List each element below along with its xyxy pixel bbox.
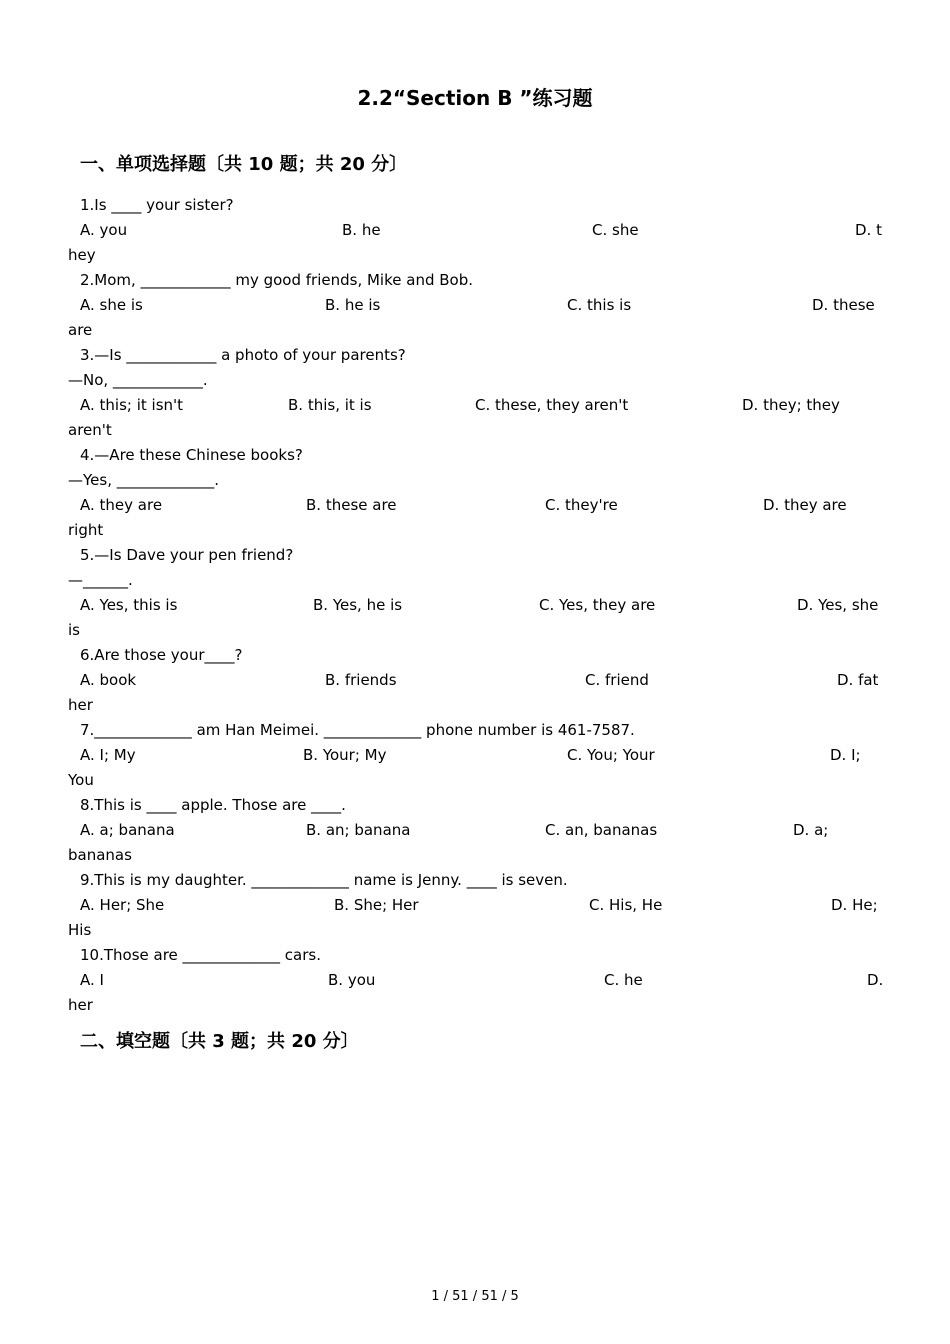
option-c: C. You; Your bbox=[567, 746, 655, 764]
option-wrap-text: His bbox=[68, 921, 92, 939]
question-text: 2.Mom, ____________ my good friends, Mike and Bob. bbox=[80, 271, 473, 289]
option-a: A. I; My bbox=[80, 746, 136, 764]
option-d: D. fat bbox=[837, 671, 879, 689]
options-row bbox=[68, 293, 882, 318]
option-d: D. t bbox=[855, 221, 882, 239]
option-a: A. book bbox=[80, 671, 137, 689]
question-10 bbox=[68, 943, 882, 1018]
option-wrap-text: are bbox=[68, 321, 93, 339]
question-text-line2: —______. bbox=[68, 571, 133, 589]
option-a: A. Her; She bbox=[80, 896, 165, 914]
option-c: C. His, He bbox=[589, 896, 663, 914]
question-text: 1.Is ____ your sister? bbox=[80, 196, 234, 214]
question-3 bbox=[68, 343, 882, 443]
option-d: D. He; bbox=[831, 896, 878, 914]
question-text: 3.—Is ____________ a photo of your parents? bbox=[80, 346, 406, 364]
option-c: C. she bbox=[592, 221, 639, 239]
question-5 bbox=[68, 543, 882, 643]
options-row bbox=[68, 968, 882, 993]
options-row bbox=[68, 893, 882, 918]
option-wrap-text: bananas bbox=[68, 846, 132, 864]
question-text: 7._____________ am Han Meimei. _____________ phone number is 461-7587. bbox=[80, 721, 635, 739]
option-wrap-text: is bbox=[68, 621, 80, 639]
option-d: D. they are bbox=[763, 496, 847, 514]
question-text-line2: —Yes, _____________. bbox=[68, 471, 220, 489]
options-row bbox=[68, 493, 882, 518]
option-wrap-text: You bbox=[68, 771, 94, 789]
option-wrap-text: her bbox=[68, 696, 93, 714]
option-b: B. this, it is bbox=[288, 396, 372, 414]
option-c: C. this is bbox=[567, 296, 632, 314]
option-b: B. friends bbox=[325, 671, 397, 689]
option-b: B. Yes, he is bbox=[313, 596, 403, 614]
section-2-heading: 二、填空题〔共 3 题；共 20 分〕 bbox=[80, 1031, 359, 1052]
question-text: 9.This is my daughter. _____________ name is Jenny. ____ is seven. bbox=[80, 871, 568, 889]
question-6 bbox=[68, 643, 882, 718]
option-a: A. they are bbox=[80, 496, 163, 514]
question-text: 5.—Is Dave your pen friend? bbox=[80, 546, 294, 564]
options-row bbox=[68, 218, 882, 243]
option-wrap-text: aren't bbox=[68, 421, 112, 439]
question-2 bbox=[68, 268, 882, 343]
section-1-heading: 一、单项选择题〔共 10 题；共 20 分〕 bbox=[80, 154, 408, 175]
question-1 bbox=[68, 193, 882, 268]
option-wrap-text: right bbox=[68, 521, 104, 539]
option-b: B. She; Her bbox=[334, 896, 419, 914]
option-a: A. a; banana bbox=[80, 821, 175, 839]
options-row bbox=[68, 743, 882, 768]
option-c: C. they're bbox=[545, 496, 618, 514]
question-text: 8.This is ____ apple. Those are ____. bbox=[80, 796, 346, 814]
option-a: A. I bbox=[80, 971, 104, 989]
option-b: B. he bbox=[342, 221, 381, 239]
option-d: D. I; bbox=[830, 746, 861, 764]
option-c: C. Yes, they are bbox=[539, 596, 656, 614]
option-b: B. he is bbox=[325, 296, 381, 314]
option-a: A. Yes, this is bbox=[80, 596, 178, 614]
option-a: A. you bbox=[80, 221, 128, 239]
option-d: D. Yes, she bbox=[797, 596, 879, 614]
page-title: 2.2“Section B ”练习题 bbox=[357, 86, 593, 110]
option-d: D. these bbox=[812, 296, 875, 314]
question-9 bbox=[68, 868, 882, 943]
question-text: 6.Are those your____? bbox=[80, 646, 243, 664]
question-4 bbox=[68, 443, 882, 543]
question-list bbox=[68, 193, 882, 1018]
option-c: C. an, bananas bbox=[545, 821, 658, 839]
option-d: D. a; bbox=[793, 821, 829, 839]
option-c: C. these, they aren't bbox=[475, 396, 629, 414]
option-c: C. friend bbox=[585, 671, 649, 689]
options-row bbox=[68, 393, 882, 418]
options-row bbox=[68, 818, 882, 843]
question-text: 10.Those are _____________ cars. bbox=[80, 946, 321, 964]
option-b: B. these are bbox=[306, 496, 397, 514]
option-b: B. you bbox=[328, 971, 376, 989]
option-d: D. bbox=[867, 971, 884, 989]
question-text: 4.—Are these Chinese books? bbox=[80, 446, 303, 464]
option-wrap-text: hey bbox=[68, 246, 96, 264]
option-b: B. an; banana bbox=[306, 821, 411, 839]
option-c: C. he bbox=[604, 971, 643, 989]
page-number: 1 / 51 / 51 / 5 bbox=[431, 1289, 519, 1304]
option-wrap-text: her bbox=[68, 996, 93, 1014]
option-a: A. she is bbox=[80, 296, 143, 314]
question-7 bbox=[68, 718, 882, 793]
question-text-line2: —No, ____________. bbox=[68, 371, 208, 389]
question-8 bbox=[68, 793, 882, 868]
option-a: A. this; it isn't bbox=[80, 396, 184, 414]
options-row bbox=[68, 668, 882, 693]
options-row bbox=[68, 593, 882, 618]
option-d: D. they; they bbox=[742, 396, 840, 414]
option-b: B. Your; My bbox=[303, 746, 387, 764]
